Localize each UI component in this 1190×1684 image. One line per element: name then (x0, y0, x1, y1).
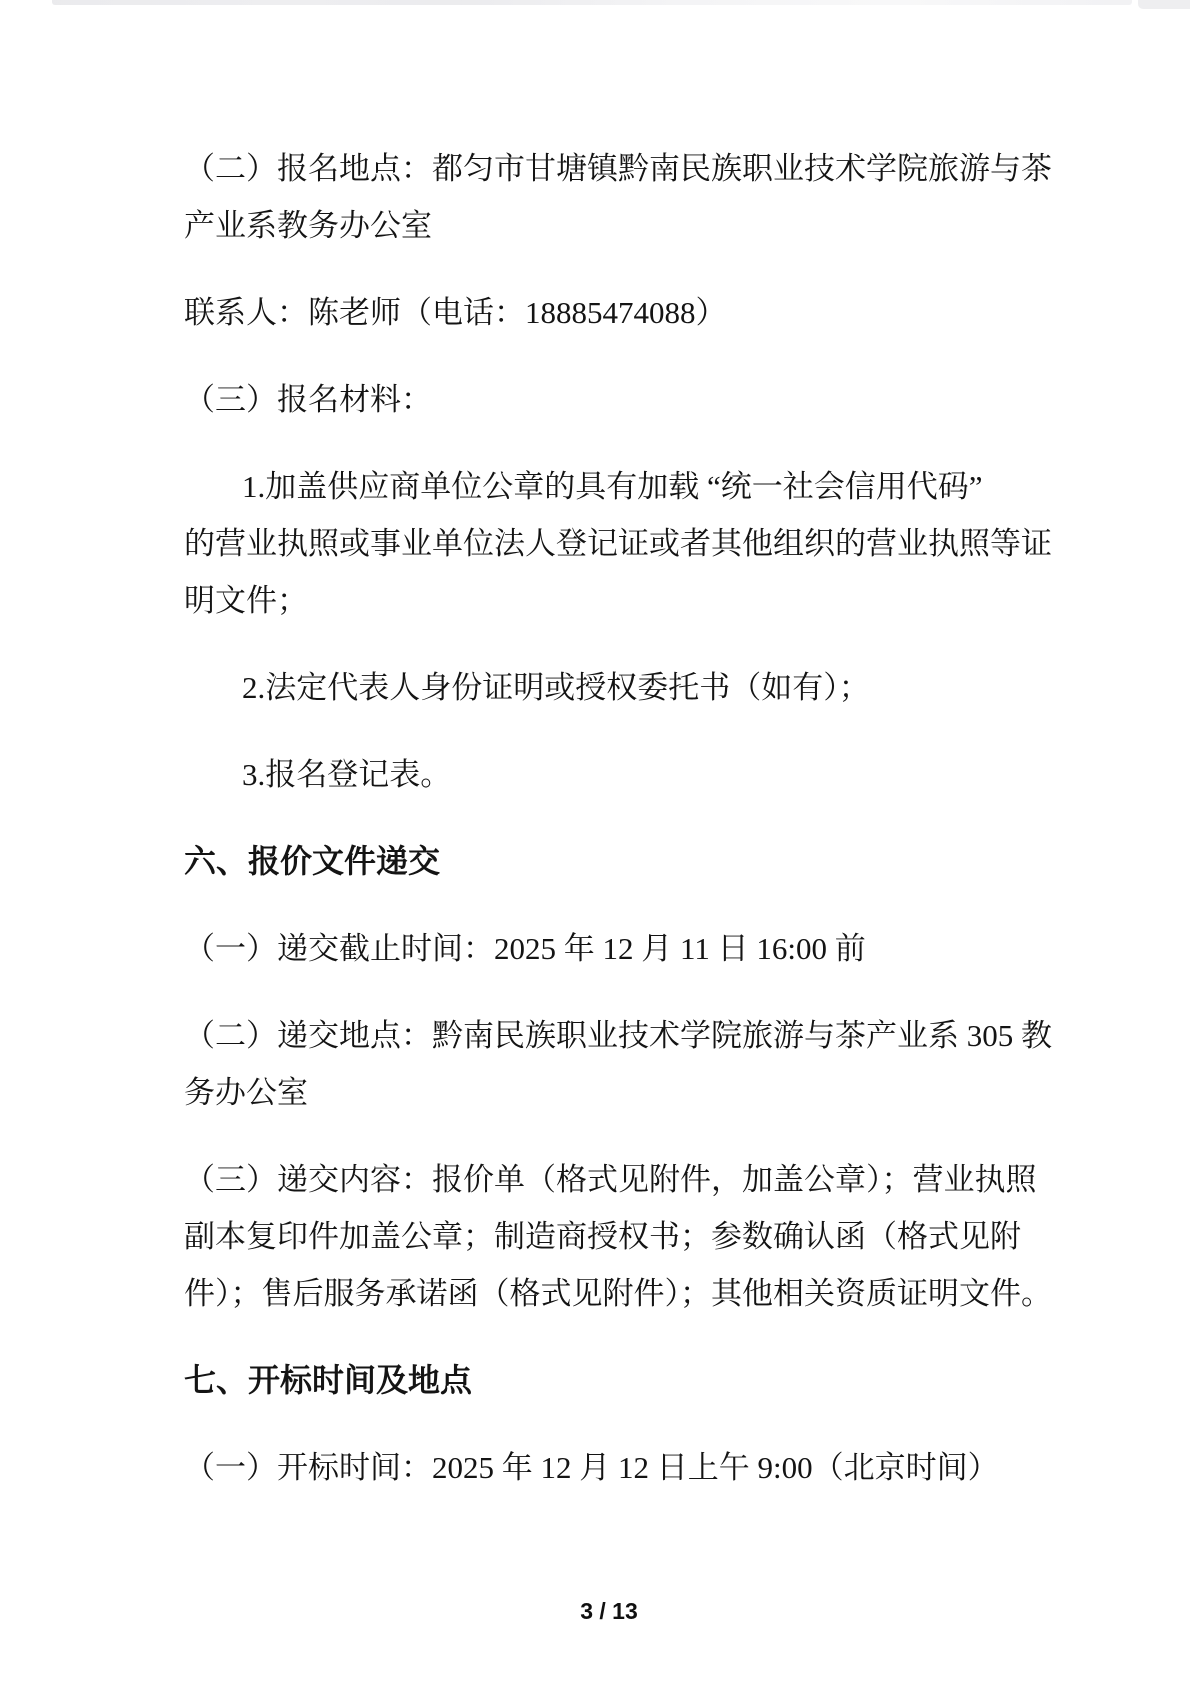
text-line: 务办公室 (184, 1075, 308, 1110)
paragraph (184, 746, 1084, 803)
paragraph (184, 1151, 1084, 1322)
text-line: （三）报名材料： (184, 382, 432, 417)
text-line: 七、开标时间及地点 (184, 1362, 473, 1398)
paragraph (184, 1439, 1084, 1496)
paragraph (184, 284, 1084, 341)
paragraph (184, 1007, 1084, 1121)
text-line: 副本复印件加盖公章；制造商授权书；参数确认函（格式见附 (184, 1219, 1021, 1254)
text-line: （一）开标时间：2025 年 12 月 12 日上午 9:00（北京时间） (184, 1450, 999, 1485)
text-line: （二）递交地点：黔南民族职业技术学院旅游与茶产业系 305 教 (184, 1018, 1052, 1053)
page-number: 3 / 13 (580, 1598, 638, 1624)
text-line: 明文件； (184, 583, 308, 618)
text-line: （三）递交内容：报价单（格式见附件，加盖公章）；营业执照 (184, 1162, 1037, 1197)
text-line: 1.加盖供应商单位公章的具有加载 “统一社会信用代码” (242, 469, 983, 504)
paragraph (184, 140, 1084, 254)
paragraph (184, 458, 1084, 629)
text-line: 的营业执照或事业单位法人登记证或者其他组织的营业执照等证 (184, 526, 1052, 561)
paragraph (184, 659, 1084, 716)
scan-edge-artifact (52, 0, 1132, 5)
paragraph (184, 371, 1084, 428)
paragraph (184, 920, 1084, 977)
text-line: 六、报价文件递交 (184, 843, 441, 879)
text-line: （一）递交截止时间：2025 年 12 月 11 日 16:00 前 (184, 931, 866, 966)
text-line: 产业系教务办公室 (184, 208, 432, 243)
text-line: 3.报名登记表。 (242, 757, 452, 792)
text-line: （二）报名地点：都匀市甘塘镇黔南民族职业技术学院旅游与茶 (184, 151, 1052, 186)
scan-corner-artifact (1138, 0, 1190, 9)
document-body (184, 140, 1084, 1526)
text-line: 件）；售后服务承诺函（格式见附件）；其他相关资质证明文件。 (184, 1276, 1052, 1311)
text-line: 联系人：陈老师（电话：18885474088） (184, 295, 727, 330)
section-heading (184, 1352, 1084, 1409)
text-line: 2.法定代表人身份证明或授权委托书（如有）； (242, 670, 870, 705)
section-heading (184, 833, 1084, 890)
